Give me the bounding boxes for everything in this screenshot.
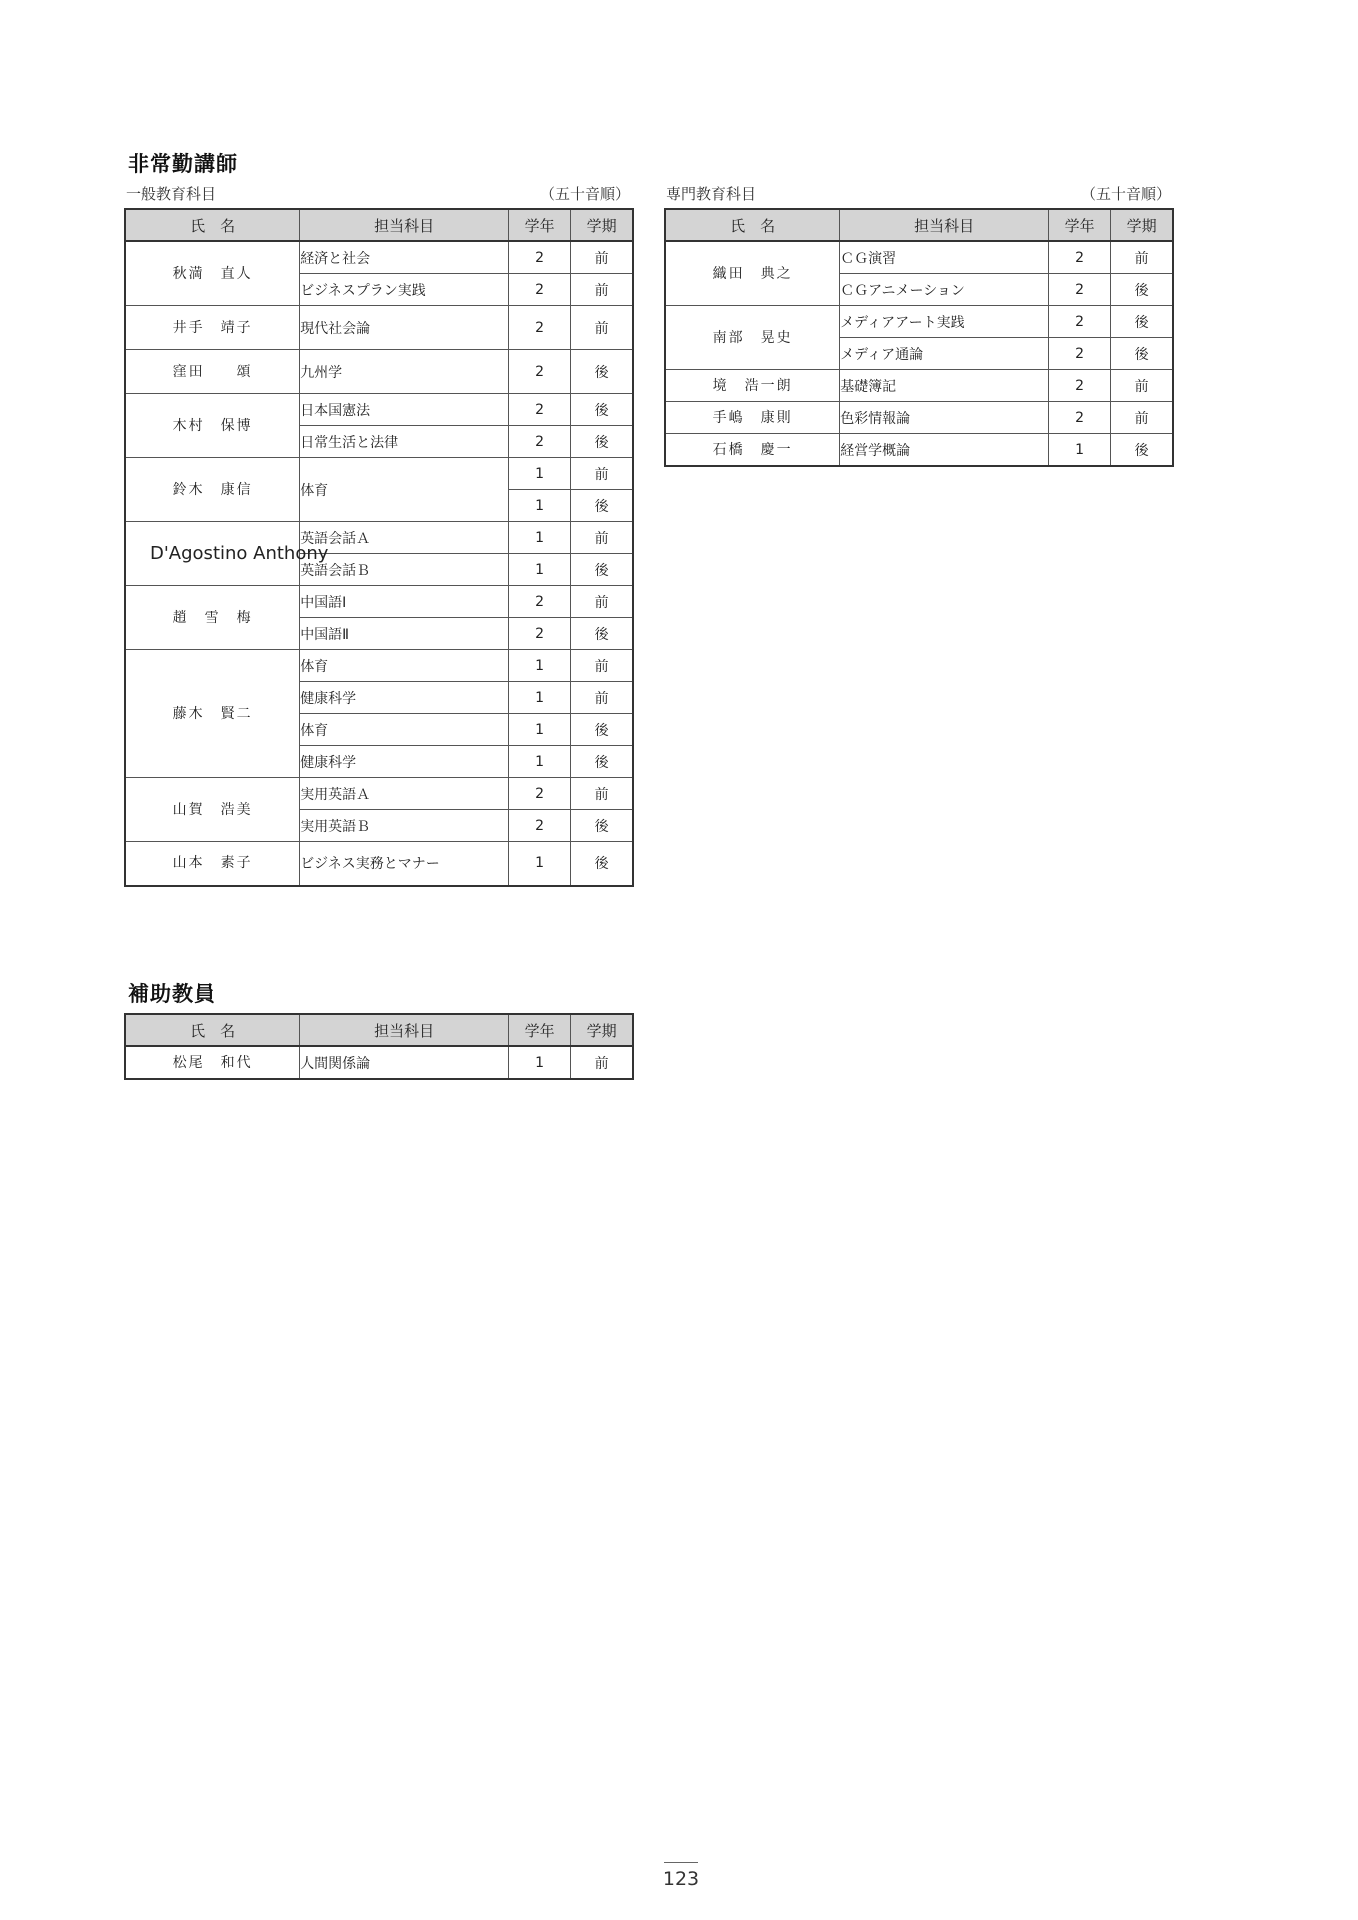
- instructor-name: 趙 雪 梅: [125, 586, 300, 650]
- subject-cell: 基礎簿記: [840, 370, 1049, 402]
- instructor-name: 織田 典之: [665, 241, 840, 306]
- term-cell: 後: [571, 746, 633, 778]
- instructor-name: D'Agostino Anthony: [125, 522, 300, 586]
- header-term: 学期: [571, 1014, 633, 1046]
- subject-cell: 英語会話Ａ: [300, 522, 509, 554]
- year-cell: 2: [509, 426, 571, 458]
- section-title-parttime: 非常勤講師: [128, 152, 238, 176]
- table-row: [125, 350, 633, 394]
- instructor-name: 秋満 直人: [125, 241, 300, 306]
- year-cell: 2: [509, 241, 571, 274]
- subject-cell: 体育: [300, 650, 509, 682]
- year-cell: 2: [509, 394, 571, 426]
- table-row: [125, 842, 633, 886]
- year-cell: 1: [509, 490, 571, 522]
- table-row: [665, 241, 1173, 274]
- table-header-row: [665, 209, 1173, 241]
- specialized-caption: 専門教育科目: [666, 185, 757, 203]
- header-year: 学年: [509, 1014, 571, 1046]
- term-cell: 前: [571, 1046, 633, 1079]
- subject-cell: 経営学概論: [840, 434, 1049, 467]
- subject-cell: 体育: [300, 714, 509, 746]
- year-cell: 1: [509, 746, 571, 778]
- header-year: 学年: [509, 209, 571, 241]
- instructor-name: 石橋 慶一: [665, 434, 840, 467]
- table-row: [665, 402, 1173, 434]
- subject-cell: メディア通論: [840, 338, 1049, 370]
- header-name: 氏 名: [125, 1014, 300, 1046]
- header-name: 氏 名: [125, 209, 300, 241]
- table-row: [125, 778, 633, 810]
- instructor-name: 藤木 賢二: [125, 650, 300, 778]
- page-number: 123: [662, 1868, 700, 1890]
- assistant-teacher-table: [124, 1013, 634, 1080]
- subject-cell: 人間関係論: [300, 1046, 509, 1079]
- term-cell: 後: [571, 714, 633, 746]
- term-cell: 前: [571, 522, 633, 554]
- term-cell: 後: [1111, 274, 1173, 306]
- term-cell: 前: [571, 241, 633, 274]
- year-cell: 2: [509, 586, 571, 618]
- specialized-order-note: （五十音順）: [1081, 185, 1172, 203]
- subject-cell: 現代社会論: [300, 306, 509, 350]
- subject-cell: ＣＧ演習: [840, 241, 1049, 274]
- table-row: [125, 458, 633, 490]
- instructor-name: 鈴木 康信: [125, 458, 300, 522]
- term-cell: 後: [571, 350, 633, 394]
- year-cell: 2: [1049, 274, 1111, 306]
- year-cell: 2: [1049, 338, 1111, 370]
- subject-cell: 英語会話Ｂ: [300, 554, 509, 586]
- table-row: [125, 650, 633, 682]
- term-cell: 後: [571, 426, 633, 458]
- subject-cell: 九州学: [300, 350, 509, 394]
- year-cell: 2: [509, 810, 571, 842]
- table-row: [125, 394, 633, 426]
- year-cell: 2: [1049, 402, 1111, 434]
- term-cell: 後: [571, 810, 633, 842]
- year-cell: 2: [509, 350, 571, 394]
- instructor-name: 木村 保博: [125, 394, 300, 458]
- subject-cell: ビジネスプラン実践: [300, 274, 509, 306]
- year-cell: 2: [509, 274, 571, 306]
- page-number-rule: [664, 1862, 698, 1863]
- term-cell: 前: [571, 650, 633, 682]
- general-order-note: （五十音順）: [540, 185, 631, 203]
- table-header-row: [125, 1014, 633, 1046]
- subject-cell: メディアアート実践: [840, 306, 1049, 338]
- year-cell: 2: [1049, 306, 1111, 338]
- instructor-name: 窪田 頌: [125, 350, 300, 394]
- header-subject: 担当科目: [300, 209, 509, 241]
- subject-cell: 体育: [300, 458, 509, 522]
- year-cell: 1: [509, 554, 571, 586]
- term-cell: 後: [571, 618, 633, 650]
- year-cell: 2: [1049, 241, 1111, 274]
- subject-cell: 日常生活と法律: [300, 426, 509, 458]
- term-cell: 後: [571, 842, 633, 886]
- subject-cell: 色彩情報論: [840, 402, 1049, 434]
- general-caption: 一般教育科目: [126, 185, 217, 203]
- instructor-name: 井手 靖子: [125, 306, 300, 350]
- table-header-row: [125, 209, 633, 241]
- term-cell: 前: [571, 586, 633, 618]
- subject-cell: 健康科学: [300, 682, 509, 714]
- instructor-name: 南部 晃史: [665, 306, 840, 370]
- year-cell: 1: [1049, 434, 1111, 467]
- subject-cell: 実用英語Ａ: [300, 778, 509, 810]
- term-cell: 前: [571, 306, 633, 350]
- header-term: 学期: [1111, 209, 1173, 241]
- year-cell: 1: [509, 650, 571, 682]
- subject-cell: ＣＧアニメーション: [840, 274, 1049, 306]
- term-cell: 後: [571, 490, 633, 522]
- table-row: [665, 306, 1173, 338]
- year-cell: 2: [509, 306, 571, 350]
- subject-cell: 中国語Ⅱ: [300, 618, 509, 650]
- year-cell: 1: [509, 522, 571, 554]
- table-row: [125, 1046, 633, 1079]
- term-cell: 前: [1111, 402, 1173, 434]
- subject-cell: 実用英語Ｂ: [300, 810, 509, 842]
- table-row: [665, 434, 1173, 467]
- subject-cell: 経済と社会: [300, 241, 509, 274]
- general-education-table: [124, 208, 634, 887]
- table-row: [125, 522, 633, 554]
- term-cell: 前: [1111, 241, 1173, 274]
- header-year: 学年: [1049, 209, 1111, 241]
- section-title-assistant: 補助教員: [128, 982, 216, 1006]
- year-cell: 1: [509, 682, 571, 714]
- year-cell: 2: [509, 778, 571, 810]
- term-cell: 後: [571, 554, 633, 586]
- instructor-name: 山賀 浩美: [125, 778, 300, 842]
- subject-cell: ビジネス実務とマナー: [300, 842, 509, 886]
- term-cell: 前: [571, 458, 633, 490]
- term-cell: 前: [571, 682, 633, 714]
- table-row: [125, 241, 633, 274]
- instructor-name: 松尾 和代: [125, 1046, 300, 1079]
- term-cell: 前: [571, 778, 633, 810]
- specialized-education-table: [664, 208, 1174, 467]
- table-row: [665, 370, 1173, 402]
- term-cell: 前: [571, 274, 633, 306]
- header-subject: 担当科目: [840, 209, 1049, 241]
- instructor-name: 山本 素子: [125, 842, 300, 886]
- year-cell: 2: [509, 618, 571, 650]
- year-cell: 1: [509, 842, 571, 886]
- subject-cell: 中国語Ⅰ: [300, 586, 509, 618]
- header-name: 氏 名: [665, 209, 840, 241]
- subject-cell: 日本国憲法: [300, 394, 509, 426]
- term-cell: 後: [1111, 306, 1173, 338]
- term-cell: 後: [1111, 338, 1173, 370]
- subject-cell: 健康科学: [300, 746, 509, 778]
- year-cell: 2: [1049, 370, 1111, 402]
- instructor-name: 手嶋 康則: [665, 402, 840, 434]
- year-cell: 1: [509, 458, 571, 490]
- term-cell: 後: [1111, 434, 1173, 467]
- term-cell: 前: [1111, 370, 1173, 402]
- year-cell: 1: [509, 1046, 571, 1079]
- table-row: [125, 586, 633, 618]
- table-row: [125, 306, 633, 350]
- term-cell: 後: [571, 394, 633, 426]
- year-cell: 1: [509, 714, 571, 746]
- header-term: 学期: [571, 209, 633, 241]
- instructor-name: 境 浩一朗: [665, 370, 840, 402]
- header-subject: 担当科目: [300, 1014, 509, 1046]
